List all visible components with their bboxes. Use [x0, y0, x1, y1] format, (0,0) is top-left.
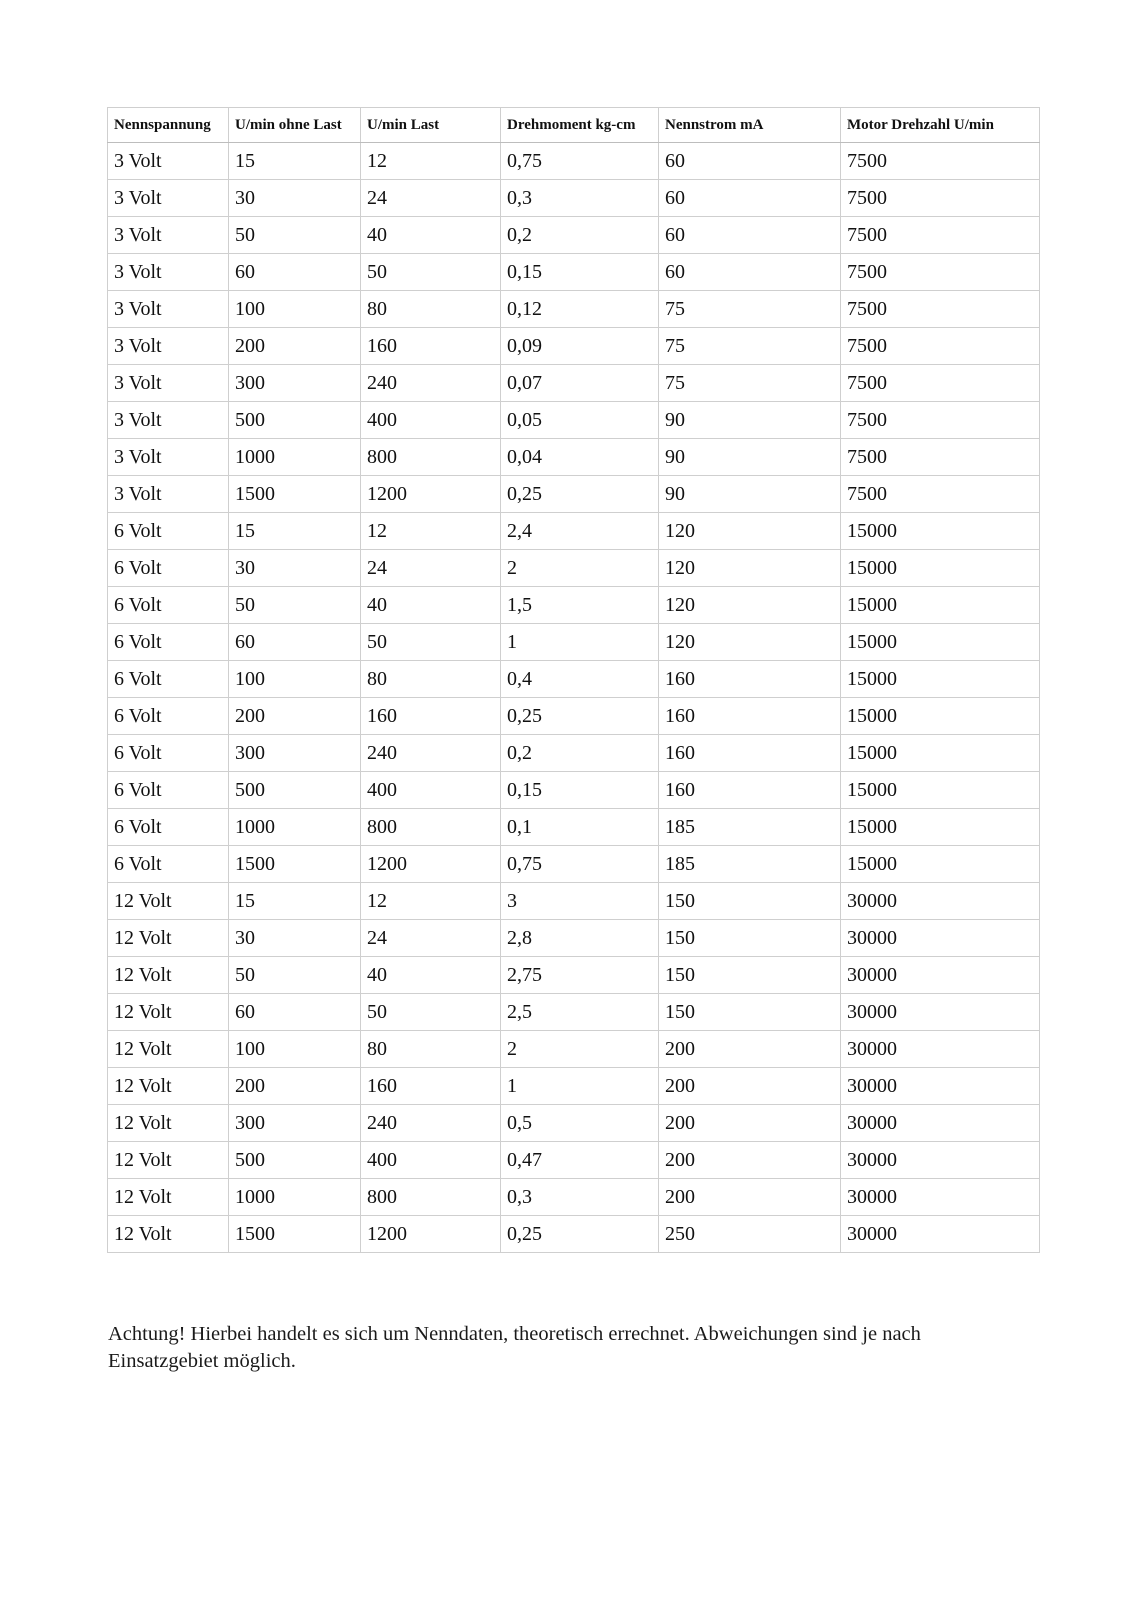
cell-motor-drehzahl: 15000: [841, 661, 1040, 698]
cell-drehmoment: 2,4: [501, 513, 659, 550]
table-body: [108, 143, 1040, 1253]
cell-drehmoment: 1: [501, 1068, 659, 1105]
cell-nennstrom: 90: [659, 476, 841, 513]
cell-drehmoment: 2: [501, 1031, 659, 1068]
cell-nennstrom: 60: [659, 254, 841, 291]
table-row: [108, 994, 1040, 1031]
cell-nennspannung: 6 Volt: [108, 772, 229, 809]
table-row: [108, 180, 1040, 217]
cell-nennspannung: 6 Volt: [108, 550, 229, 587]
cell-motor-drehzahl: 30000: [841, 1216, 1040, 1253]
cell-umin-ohne-last: 15: [229, 883, 361, 920]
cell-drehmoment: 1,5: [501, 587, 659, 624]
cell-umin-last: 12: [361, 883, 501, 920]
cell-umin-last: 24: [361, 920, 501, 957]
cell-nennspannung: 6 Volt: [108, 735, 229, 772]
cell-nennspannung: 3 Volt: [108, 365, 229, 402]
cell-umin-ohne-last: 100: [229, 1031, 361, 1068]
cell-umin-ohne-last: 60: [229, 254, 361, 291]
cell-umin-last: 160: [361, 698, 501, 735]
cell-umin-last: 400: [361, 772, 501, 809]
cell-umin-last: 1200: [361, 476, 501, 513]
cell-umin-ohne-last: 1500: [229, 1216, 361, 1253]
header-drehmoment: Drehmoment kg-cm: [501, 108, 659, 143]
cell-umin-last: 80: [361, 661, 501, 698]
table-row: [108, 1179, 1040, 1216]
table-row: [108, 365, 1040, 402]
table-row: [108, 328, 1040, 365]
cell-drehmoment: 0,07: [501, 365, 659, 402]
cell-drehmoment: 0,05: [501, 402, 659, 439]
cell-umin-ohne-last: 300: [229, 1105, 361, 1142]
cell-nennstrom: 60: [659, 143, 841, 180]
header-row: [108, 108, 1040, 143]
table-row: [108, 587, 1040, 624]
cell-drehmoment: 0,3: [501, 1179, 659, 1216]
cell-nennspannung: 6 Volt: [108, 809, 229, 846]
cell-nennstrom: 120: [659, 550, 841, 587]
cell-nennstrom: 200: [659, 1031, 841, 1068]
cell-nennspannung: 12 Volt: [108, 1216, 229, 1253]
cell-umin-ohne-last: 200: [229, 328, 361, 365]
cell-motor-drehzahl: 30000: [841, 1105, 1040, 1142]
cell-nennspannung: 6 Volt: [108, 846, 229, 883]
cell-nennstrom: 75: [659, 365, 841, 402]
cell-umin-last: 1200: [361, 846, 501, 883]
cell-umin-last: 50: [361, 994, 501, 1031]
cell-motor-drehzahl: 15000: [841, 550, 1040, 587]
cell-motor-drehzahl: 7500: [841, 143, 1040, 180]
cell-umin-last: 40: [361, 217, 501, 254]
cell-umin-last: 160: [361, 328, 501, 365]
table-row: [108, 291, 1040, 328]
cell-umin-ohne-last: 30: [229, 180, 361, 217]
cell-drehmoment: 0,3: [501, 180, 659, 217]
table-row: [108, 1105, 1040, 1142]
cell-nennstrom: 60: [659, 180, 841, 217]
table-row: [108, 846, 1040, 883]
cell-nennstrom: 150: [659, 994, 841, 1031]
cell-umin-last: 24: [361, 550, 501, 587]
table-header: [108, 108, 1040, 143]
cell-motor-drehzahl: 7500: [841, 180, 1040, 217]
table-row: [108, 957, 1040, 994]
cell-umin-last: 24: [361, 180, 501, 217]
cell-umin-ohne-last: 500: [229, 1142, 361, 1179]
cell-drehmoment: 0,1: [501, 809, 659, 846]
cell-drehmoment: 0,75: [501, 143, 659, 180]
cell-nennspannung: 12 Volt: [108, 1105, 229, 1142]
cell-nennstrom: 75: [659, 328, 841, 365]
cell-umin-last: 80: [361, 1031, 501, 1068]
cell-nennstrom: 120: [659, 513, 841, 550]
cell-umin-ohne-last: 60: [229, 624, 361, 661]
cell-umin-last: 800: [361, 809, 501, 846]
disclaimer-line-1: Achtung! Hierbei handelt es sich um Nenndaten, theoretisch errechnet. Abweichungen sind je nach: [108, 1323, 921, 1345]
cell-nennstrom: 160: [659, 735, 841, 772]
table-row: [108, 254, 1040, 291]
cell-umin-last: 40: [361, 957, 501, 994]
cell-motor-drehzahl: 30000: [841, 1142, 1040, 1179]
cell-nennstrom: 200: [659, 1068, 841, 1105]
cell-motor-drehzahl: 7500: [841, 476, 1040, 513]
cell-nennspannung: 3 Volt: [108, 402, 229, 439]
cell-nennspannung: 12 Volt: [108, 1031, 229, 1068]
table-row: [108, 735, 1040, 772]
cell-motor-drehzahl: 7500: [841, 291, 1040, 328]
cell-nennstrom: 200: [659, 1105, 841, 1142]
cell-nennstrom: 160: [659, 661, 841, 698]
cell-umin-last: 800: [361, 1179, 501, 1216]
cell-nennspannung: 3 Volt: [108, 143, 229, 180]
cell-umin-ohne-last: 1000: [229, 809, 361, 846]
cell-umin-ohne-last: 1000: [229, 1179, 361, 1216]
cell-drehmoment: 0,04: [501, 439, 659, 476]
cell-motor-drehzahl: 7500: [841, 254, 1040, 291]
cell-umin-ohne-last: 500: [229, 402, 361, 439]
table-row: [108, 1031, 1040, 1068]
cell-drehmoment: 0,25: [501, 476, 659, 513]
cell-drehmoment: 0,15: [501, 254, 659, 291]
cell-nennspannung: 3 Volt: [108, 254, 229, 291]
cell-nennspannung: 3 Volt: [108, 328, 229, 365]
cell-umin-last: 12: [361, 143, 501, 180]
cell-motor-drehzahl: 15000: [841, 846, 1040, 883]
cell-nennstrom: 185: [659, 846, 841, 883]
cell-nennspannung: 12 Volt: [108, 1068, 229, 1105]
cell-nennstrom: 160: [659, 698, 841, 735]
cell-nennstrom: 150: [659, 920, 841, 957]
cell-nennstrom: 90: [659, 402, 841, 439]
cell-motor-drehzahl: 30000: [841, 994, 1040, 1031]
cell-umin-ohne-last: 50: [229, 217, 361, 254]
cell-drehmoment: 0,09: [501, 328, 659, 365]
cell-nennspannung: 6 Volt: [108, 513, 229, 550]
header-umin-ohne-last: U/min ohne Last: [229, 108, 361, 143]
cell-umin-last: 400: [361, 402, 501, 439]
cell-drehmoment: 2,75: [501, 957, 659, 994]
cell-nennstrom: 150: [659, 957, 841, 994]
table-row: [108, 1142, 1040, 1179]
cell-drehmoment: 2,5: [501, 994, 659, 1031]
cell-motor-drehzahl: 15000: [841, 809, 1040, 846]
cell-drehmoment: 0,5: [501, 1105, 659, 1142]
cell-motor-drehzahl: 15000: [841, 772, 1040, 809]
cell-umin-last: 12: [361, 513, 501, 550]
table-row: [108, 624, 1040, 661]
cell-umin-last: 240: [361, 735, 501, 772]
cell-drehmoment: 2: [501, 550, 659, 587]
disclaimer-line-2: Einsatzgebiet möglich.: [108, 1350, 296, 1372]
cell-motor-drehzahl: 7500: [841, 328, 1040, 365]
cell-motor-drehzahl: 30000: [841, 1068, 1040, 1105]
cell-umin-ohne-last: 200: [229, 1068, 361, 1105]
cell-motor-drehzahl: 7500: [841, 402, 1040, 439]
table-row: [108, 772, 1040, 809]
cell-motor-drehzahl: 30000: [841, 1179, 1040, 1216]
cell-umin-last: 800: [361, 439, 501, 476]
cell-nennspannung: 12 Volt: [108, 1142, 229, 1179]
cell-nennstrom: 185: [659, 809, 841, 846]
cell-umin-ohne-last: 30: [229, 920, 361, 957]
cell-motor-drehzahl: 30000: [841, 1031, 1040, 1068]
cell-motor-drehzahl: 30000: [841, 957, 1040, 994]
cell-nennspannung: 12 Volt: [108, 957, 229, 994]
cell-nennspannung: 12 Volt: [108, 1179, 229, 1216]
cell-motor-drehzahl: 15000: [841, 735, 1040, 772]
cell-umin-last: 1200: [361, 1216, 501, 1253]
cell-umin-ohne-last: 1000: [229, 439, 361, 476]
cell-umin-last: 50: [361, 254, 501, 291]
motor-spec-table: [107, 107, 1040, 1253]
cell-drehmoment: 1: [501, 624, 659, 661]
table-row: [108, 143, 1040, 180]
cell-nennspannung: 12 Volt: [108, 994, 229, 1031]
cell-umin-last: 50: [361, 624, 501, 661]
cell-umin-last: 160: [361, 1068, 501, 1105]
cell-drehmoment: 0,2: [501, 217, 659, 254]
cell-drehmoment: 3: [501, 883, 659, 920]
table-row: [108, 883, 1040, 920]
table-row: [108, 1068, 1040, 1105]
cell-umin-last: 400: [361, 1142, 501, 1179]
table-row: [108, 809, 1040, 846]
cell-umin-ohne-last: 1500: [229, 476, 361, 513]
cell-umin-ohne-last: 100: [229, 291, 361, 328]
cell-umin-last: 40: [361, 587, 501, 624]
disclaimer-note: [108, 1321, 1038, 1375]
cell-nennstrom: 120: [659, 587, 841, 624]
cell-motor-drehzahl: 15000: [841, 513, 1040, 550]
cell-drehmoment: 0,25: [501, 1216, 659, 1253]
cell-nennspannung: 3 Volt: [108, 180, 229, 217]
cell-nennspannung: 12 Volt: [108, 920, 229, 957]
cell-umin-ohne-last: 300: [229, 365, 361, 402]
cell-drehmoment: 2,8: [501, 920, 659, 957]
cell-nennspannung: 3 Volt: [108, 476, 229, 513]
cell-nennstrom: 75: [659, 291, 841, 328]
table-row: [108, 661, 1040, 698]
cell-drehmoment: 0,47: [501, 1142, 659, 1179]
cell-motor-drehzahl: 15000: [841, 587, 1040, 624]
cell-nennspannung: 12 Volt: [108, 883, 229, 920]
cell-umin-ohne-last: 50: [229, 957, 361, 994]
cell-nennstrom: 200: [659, 1179, 841, 1216]
cell-nennstrom: 120: [659, 624, 841, 661]
cell-nennstrom: 160: [659, 772, 841, 809]
table-row: [108, 550, 1040, 587]
cell-umin-ohne-last: 200: [229, 698, 361, 735]
table-row: [108, 439, 1040, 476]
cell-nennspannung: 6 Volt: [108, 698, 229, 735]
cell-umin-last: 240: [361, 365, 501, 402]
cell-motor-drehzahl: 7500: [841, 439, 1040, 476]
cell-drehmoment: 0,12: [501, 291, 659, 328]
cell-umin-ohne-last: 15: [229, 143, 361, 180]
table-row: [108, 476, 1040, 513]
cell-motor-drehzahl: 15000: [841, 624, 1040, 661]
cell-nennstrom: 150: [659, 883, 841, 920]
cell-umin-last: 80: [361, 291, 501, 328]
cell-motor-drehzahl: 30000: [841, 920, 1040, 957]
cell-umin-last: 240: [361, 1105, 501, 1142]
cell-nennspannung: 3 Volt: [108, 439, 229, 476]
cell-nennspannung: 6 Volt: [108, 661, 229, 698]
cell-drehmoment: 0,15: [501, 772, 659, 809]
cell-umin-ohne-last: 500: [229, 772, 361, 809]
cell-nennspannung: 6 Volt: [108, 587, 229, 624]
cell-nennstrom: 90: [659, 439, 841, 476]
cell-umin-ohne-last: 300: [229, 735, 361, 772]
table-row: [108, 698, 1040, 735]
cell-drehmoment: 0,2: [501, 735, 659, 772]
header-nennstrom: Nennstrom mA: [659, 108, 841, 143]
cell-motor-drehzahl: 15000: [841, 698, 1040, 735]
cell-umin-ohne-last: 15: [229, 513, 361, 550]
cell-motor-drehzahl: 30000: [841, 883, 1040, 920]
cell-drehmoment: 0,75: [501, 846, 659, 883]
header-nennspannung: Nennspannung: [108, 108, 229, 143]
cell-umin-ohne-last: 30: [229, 550, 361, 587]
table-row: [108, 217, 1040, 254]
cell-umin-ohne-last: 50: [229, 587, 361, 624]
cell-drehmoment: 0,4: [501, 661, 659, 698]
cell-umin-ohne-last: 1500: [229, 846, 361, 883]
table-row: [108, 1216, 1040, 1253]
table-row: [108, 920, 1040, 957]
cell-nennstrom: 200: [659, 1142, 841, 1179]
cell-nennspannung: 6 Volt: [108, 624, 229, 661]
cell-drehmoment: 0,25: [501, 698, 659, 735]
header-motor-drehzahl: Motor Drehzahl U/min: [841, 108, 1040, 143]
table-row: [108, 513, 1040, 550]
cell-nennstrom: 60: [659, 217, 841, 254]
cell-umin-ohne-last: 100: [229, 661, 361, 698]
cell-motor-drehzahl: 7500: [841, 217, 1040, 254]
table-row: [108, 402, 1040, 439]
cell-motor-drehzahl: 7500: [841, 365, 1040, 402]
cell-umin-ohne-last: 60: [229, 994, 361, 1031]
cell-nennstrom: 250: [659, 1216, 841, 1253]
header-umin-last: U/min Last: [361, 108, 501, 143]
cell-nennspannung: 3 Volt: [108, 291, 229, 328]
cell-nennspannung: 3 Volt: [108, 217, 229, 254]
